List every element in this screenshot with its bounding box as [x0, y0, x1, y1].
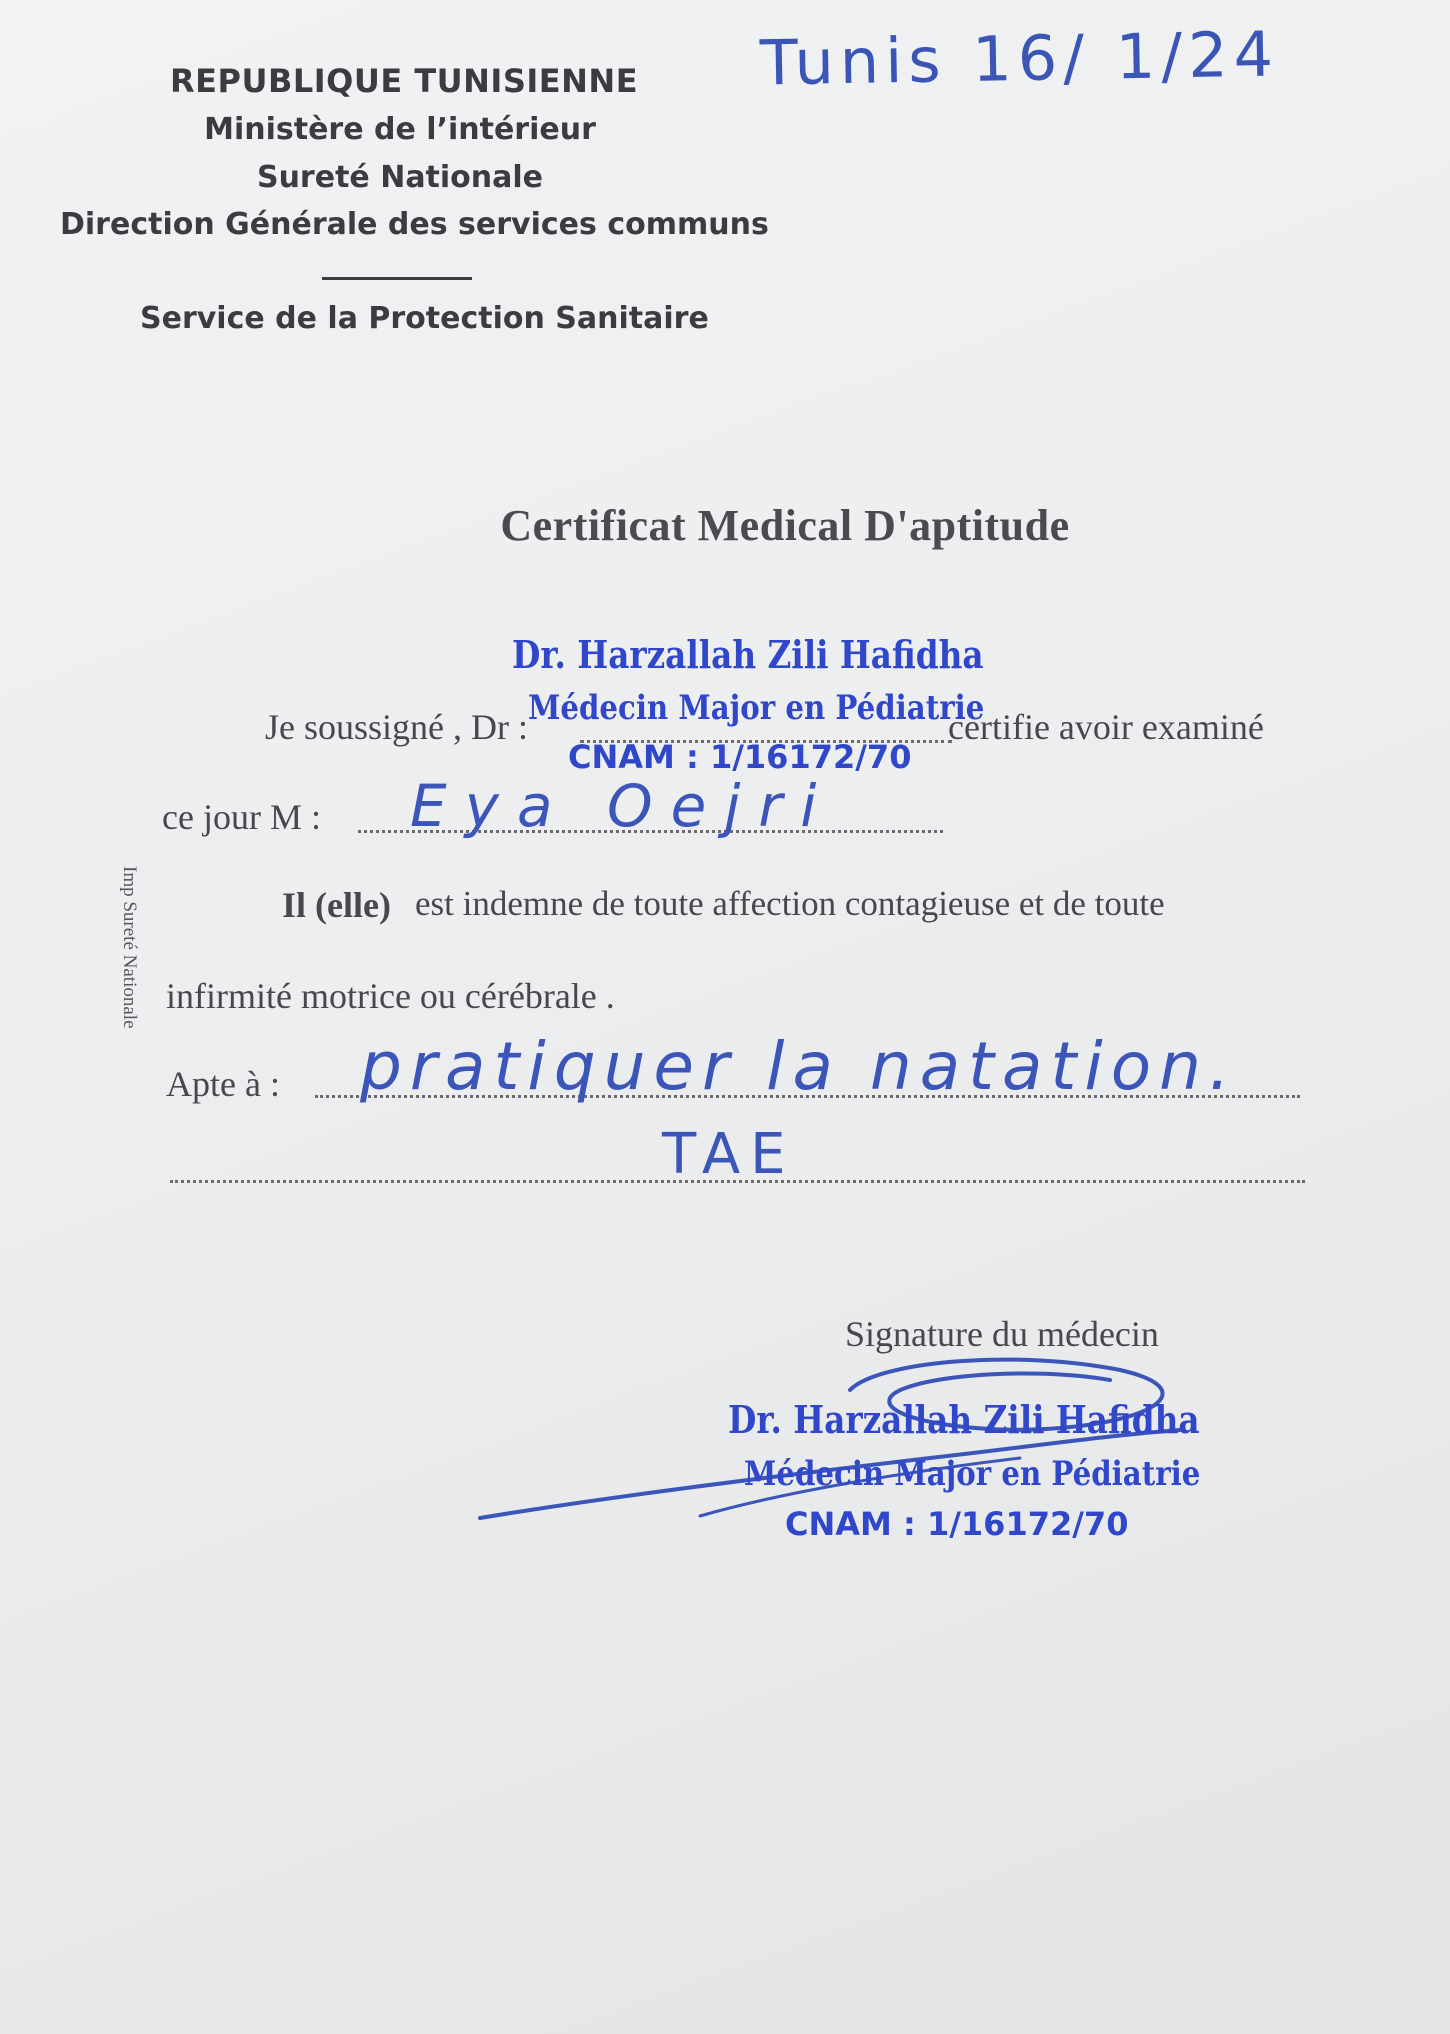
apte-label: Apte à :: [166, 1064, 280, 1104]
line3-rest: est indemne de toute affection contagieuse et de toute: [415, 884, 1165, 923]
header-agency: Sureté Nationale: [256, 160, 544, 195]
header-country: REPUBLIQUE TUNISIENNE: [170, 62, 639, 100]
handwritten-date: Tunis 16/ 1/24: [759, 17, 1280, 100]
line1-prefix: Je soussigné , Dr :: [265, 707, 528, 747]
stamp-bottom-cnam: CNAM : 1/16172/70: [785, 1505, 1129, 1543]
stamp-top-title: Médecin Major en Pédiatrie: [528, 688, 985, 728]
line1-dots: [580, 740, 952, 743]
header-direction: Direction Générale des services communs: [60, 207, 769, 242]
line3-bold: Il (elle): [282, 885, 391, 925]
stamp-top-name: Dr. Harzallah Zili Hafidha: [512, 632, 984, 677]
stamp-bottom-title: Médecin Major en Pédiatrie: [744, 1454, 1201, 1494]
stamp-bottom-name: Dr. Harzallah Zili Hafidha: [728, 1397, 1200, 1442]
extra-handwritten: TAE: [662, 1122, 796, 1187]
apte-value: pratiquer la natation.: [360, 1028, 1238, 1105]
line2-prefix: ce jour M :: [162, 797, 321, 837]
header-ministry: Ministère de l’intérieur: [204, 112, 596, 147]
stamp-top-cnam: CNAM : 1/16172/70: [568, 738, 912, 776]
patient-name: Eya Oejri: [410, 772, 835, 840]
side-print: Imp Sureté Nationale: [119, 866, 140, 1029]
line4: infirmité motrice ou cérébrale .: [166, 976, 615, 1016]
certificate-title: Certificat Medical D'aptitude: [500, 501, 1070, 550]
signature-label: Signature du médecin: [845, 1314, 1159, 1354]
header-service: Service de la Protection Sanitaire: [140, 301, 709, 336]
line1-suffix: certifie avoir examiné: [948, 707, 1264, 747]
header-divider: [322, 277, 472, 280]
